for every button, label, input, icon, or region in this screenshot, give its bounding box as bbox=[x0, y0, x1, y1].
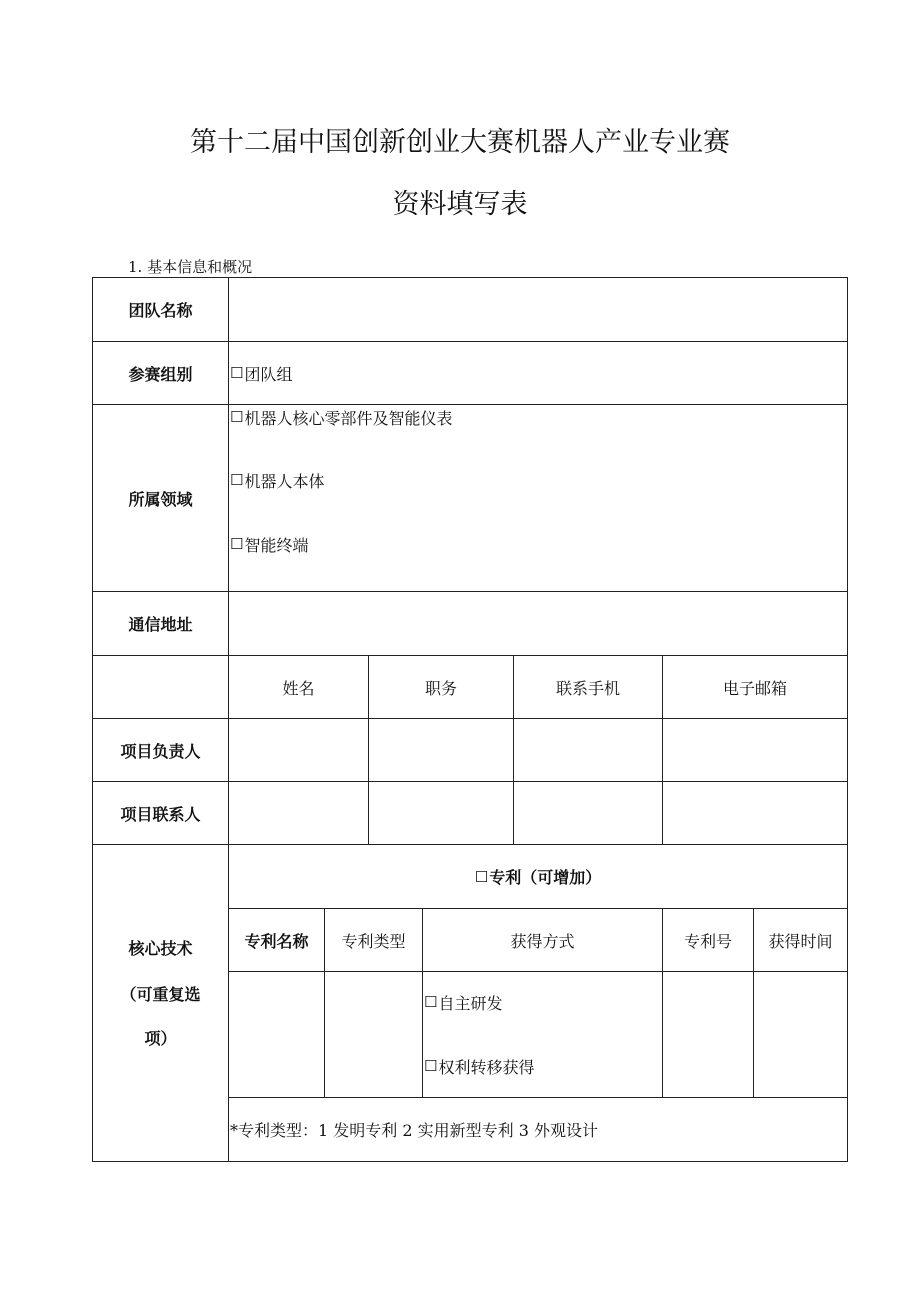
section-heading: 1. 基本信息和概况 bbox=[128, 258, 253, 276]
field-option-label: 机器人核心零部件及智能仪表 bbox=[244, 408, 453, 428]
contact-header-position: 职务 bbox=[424, 678, 457, 698]
project-contact-position-field[interactable] bbox=[369, 782, 513, 844]
project-leader-name-field[interactable] bbox=[229, 719, 368, 781]
project-contact-name-field[interactable] bbox=[229, 782, 368, 844]
address-label: 通信地址 bbox=[128, 615, 193, 634]
group-option[interactable] bbox=[230, 342, 830, 404]
field-option-2[interactable] bbox=[230, 466, 830, 494]
project-contact-email-field[interactable] bbox=[663, 782, 847, 844]
patent-heading[interactable] bbox=[229, 845, 847, 908]
field-option-1[interactable] bbox=[230, 403, 830, 431]
checkbox-icon[interactable]: ☐ bbox=[230, 364, 244, 382]
field-label: 所属领域 bbox=[128, 489, 193, 509]
form-subtitle: 资料填写表 bbox=[392, 189, 528, 220]
group-label: 参赛组别 bbox=[128, 364, 193, 384]
acquisition-option-2[interactable] bbox=[424, 1052, 660, 1080]
group-option-label: 团队组 bbox=[244, 364, 293, 384]
patent-header-name: 专利名称 bbox=[244, 931, 309, 951]
patent-type-field[interactable] bbox=[325, 972, 422, 1097]
field-option-label: 机器人本体 bbox=[244, 471, 325, 491]
checkbox-icon[interactable]: ☐ bbox=[230, 471, 244, 489]
patent-header-date: 获得时间 bbox=[768, 931, 833, 951]
field-option-label: 智能终端 bbox=[244, 535, 309, 555]
project-leader-label: 项目负责人 bbox=[120, 741, 201, 761]
project-contact-phone-field[interactable] bbox=[514, 782, 662, 844]
core-tech-label-line1: 核心技术 bbox=[128, 938, 193, 958]
acquisition-option-label: 权利转移获得 bbox=[438, 1057, 535, 1077]
patent-number-field[interactable] bbox=[663, 972, 753, 1097]
contact-header-phone: 联系手机 bbox=[555, 678, 620, 698]
core-tech-label-line3: 项） bbox=[144, 1028, 177, 1048]
field-option-3[interactable] bbox=[230, 530, 830, 558]
patent-header-acquisition: 获得方式 bbox=[510, 931, 575, 951]
acquisition-option-label: 自主研发 bbox=[438, 993, 503, 1013]
patent-heading-label: 专利（可增加） bbox=[489, 868, 602, 887]
patent-header-type: 专利类型 bbox=[341, 931, 406, 951]
project-leader-email-field[interactable] bbox=[663, 719, 847, 781]
core-tech-label-line2: （可重复选 bbox=[120, 984, 201, 1004]
contact-header-email: 电子邮箱 bbox=[722, 678, 787, 698]
checkbox-icon[interactable]: ☐ bbox=[424, 993, 438, 1011]
form-title: 第十二届中国创新创业大赛机器人产业专业赛 bbox=[190, 127, 730, 158]
acquisition-option-1[interactable] bbox=[424, 988, 660, 1016]
project-contact-label: 项目联系人 bbox=[120, 804, 201, 824]
project-leader-position-field[interactable] bbox=[369, 719, 513, 781]
patent-header-number: 专利号 bbox=[683, 931, 732, 951]
patent-type-footnote: *专利类型：1 发明专利 2 实用新型专利 3 外观设计 bbox=[230, 1121, 598, 1140]
checkbox-icon[interactable]: ☐ bbox=[424, 1057, 438, 1075]
address-field[interactable] bbox=[229, 592, 847, 655]
patent-date-field[interactable] bbox=[754, 972, 847, 1097]
checkbox-icon[interactable]: ☐ bbox=[230, 408, 244, 426]
checkbox-icon[interactable]: ☐ bbox=[474, 867, 489, 886]
team-name-field[interactable] bbox=[229, 278, 847, 341]
patent-name-field[interactable] bbox=[229, 972, 324, 1097]
checkbox-icon[interactable]: ☐ bbox=[230, 535, 244, 553]
project-leader-phone-field[interactable] bbox=[514, 719, 662, 781]
team-name-label: 团队名称 bbox=[128, 301, 193, 320]
contact-header-name: 姓名 bbox=[282, 678, 315, 698]
